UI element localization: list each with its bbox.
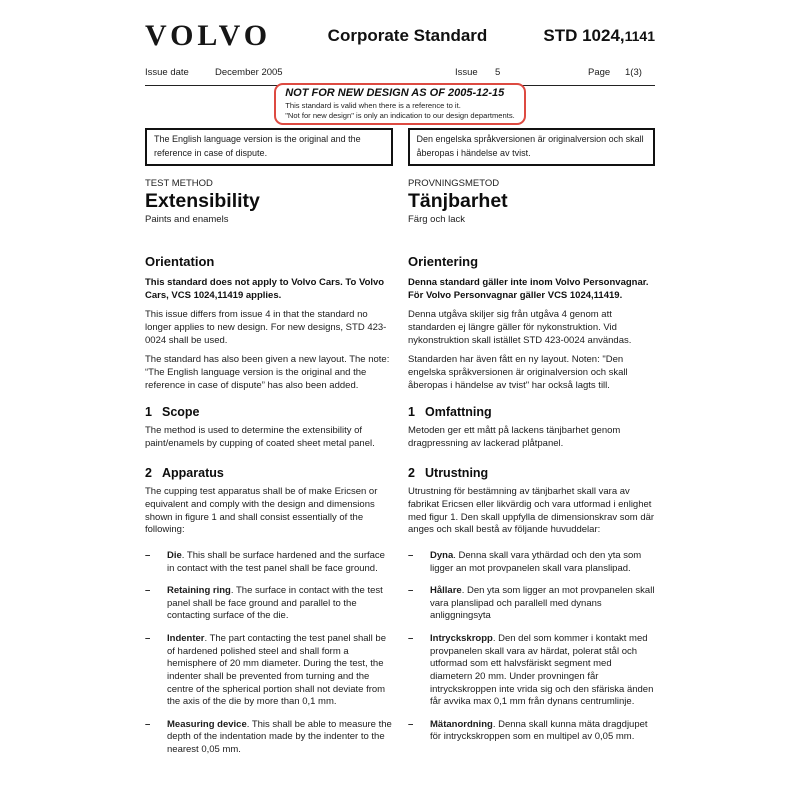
- apparatus-intro-row: [145, 486, 655, 537]
- apparatus-item-text: Retaining ring. The surface in contact with the test panel shall be face ground and parallel to the contacting surface of the die.: [167, 585, 383, 622]
- apparatus-item-text: Intryckskropp. Den del som kommer i kontakt med provpanelen skall vara av härdat, polerat stål och utformad som ett halvsfäriskt segment med diametern 20 mm. Under provningen får intryckskroppen inte vrida sig och den sfäriska änden får avvika max 0,1 mm från dynans centrumlinje.: [430, 633, 654, 708]
- kicker-en: TEST METHOD: [145, 177, 213, 189]
- orientation-para1-sv: Denna utgåva skiljer sig från utgåva 4 genom att standarden ej längre gäller för nykonstruktion. Vid nykonstruktion skall istället STD 423-0024 användas.: [408, 309, 632, 346]
- apparatus-item-matanordning: [408, 719, 655, 757]
- apparatus-heading-row: [145, 466, 655, 480]
- orientation-para2-en: The standard has also been given a new layout. The note: “The English language version is the original and the reference in case of dispute” has also been added.: [145, 354, 390, 391]
- document-page: [145, 0, 655, 757]
- apparatus-item-dyna: [408, 550, 655, 575]
- notice-title: NOT FOR NEW DESIGN AS OF 2005-12-15: [285, 87, 505, 99]
- apparatus-item-die: [145, 550, 392, 575]
- method-title-en: Extensibility: [145, 189, 260, 212]
- issue-number: 5: [495, 67, 501, 78]
- orientation-heading-en: Orientation: [145, 254, 215, 270]
- scope-number-en: 1: [145, 405, 152, 420]
- apparatus-heading-sv: [408, 466, 655, 480]
- apparatus-item-row-3: [145, 633, 655, 709]
- scope-body-row: [145, 425, 655, 450]
- method-subtitle-en: Paints and enamels: [145, 213, 229, 225]
- apparatus-item-row-1: [145, 550, 655, 575]
- apparatus-item-row-2: [145, 585, 655, 623]
- issue-date-label: Issue date: [145, 67, 189, 78]
- orientation-bold-sv: Denna standard gäller inte inom Volvo Personvagnar. För Volvo Personvagnar gäller VCS 1024,11419.: [408, 277, 649, 301]
- apparatus-number-en: 2: [145, 466, 152, 481]
- scope-heading-sv: [408, 405, 655, 419]
- dash-bullet-icon: –: [145, 633, 151, 645]
- orientation-heading-row: [145, 254, 655, 269]
- apparatus-label-sv: Utrustning: [425, 466, 489, 481]
- swedish-language-note: Den engelska språkversionen är originalversion och skall åberopas i händelse av tvist.: [408, 128, 656, 165]
- apparatus-item-intryckskropp: [408, 633, 655, 709]
- apparatus-item-text: Mätanordning. Denna skall kunna mäta dragdjupet för intryckskroppen som en multipel av 0,05 mm.: [430, 718, 648, 743]
- notice-container: [145, 83, 655, 125]
- scope-heading-en: [145, 405, 392, 419]
- issue-label: Issue: [455, 67, 478, 78]
- english-language-note: The English language version is the original and the reference in case of dispute.: [145, 128, 393, 165]
- apparatus-item-text: Indenter. The part contacting the test panel shall be of hardened polished steel and shall form a hemisphere of 20 mm diameter. During the test, the indenter shall be prevented from turning and the centre of the spherical portion shall not deviate from the axis of the die by more than 0,1 mm.: [167, 633, 386, 708]
- apparatus-item-text: Hållare. Den yta som ligger an mot provpanelen skall vara planslipad och parallell med dynans anliggningsyta: [430, 585, 655, 622]
- orientation-para1-row: [145, 309, 655, 347]
- title-block-row: [145, 178, 655, 227]
- standard-number-main: STD 1024,: [543, 26, 625, 45]
- scope-heading-row: [145, 405, 655, 419]
- issue-date-value: December 2005: [215, 67, 283, 78]
- document-header: [145, 19, 655, 53]
- method-subtitle-sv: Färg och lack: [408, 213, 466, 225]
- title-block-sv: [408, 178, 655, 227]
- scope-label-sv: Omfattning: [425, 405, 492, 420]
- dash-bullet-icon: –: [408, 718, 414, 730]
- orientation-para2-row: [145, 354, 655, 392]
- dash-bullet-icon: –: [145, 549, 151, 561]
- notice-line-1: This standard is valid when there is a reference to it.: [285, 100, 461, 110]
- dash-bullet-icon: –: [408, 549, 414, 561]
- scope-body-sv: Metoden ger ett mått på lackens tänjbarhet genom dragpressning av lackerad plåtpanel.: [408, 425, 621, 449]
- dash-bullet-icon: –: [145, 718, 151, 730]
- standard-number: [505, 26, 655, 46]
- apparatus-item-retaining-ring: [145, 585, 392, 623]
- apparatus-item-hallare: [408, 585, 655, 623]
- document-type-title: Corporate Standard: [327, 26, 488, 45]
- apparatus-item-text: Dyna. Denna skall vara ythärdad och den yta som ligger an mot provpanelen skall vara planslipad.: [430, 549, 642, 574]
- apparatus-label-en: Apparatus: [162, 466, 224, 481]
- dash-bullet-icon: –: [408, 633, 414, 645]
- standard-number-suffix: 1141: [624, 28, 655, 44]
- kicker-sv: PROVNINGSMETOD: [408, 177, 500, 189]
- orientation-bold-row: [145, 277, 655, 302]
- apparatus-intro-sv: Utrustning för bestämning av tänjbarhet skall vara av fabrikat Ericsen eller likvärdig och vara utformad i enlighet med figur 1. Den skall uppfylla de dimensionskrav som där anges och skall bestå av följande huvuddelar:: [408, 486, 655, 536]
- apparatus-number-sv: 2: [408, 466, 415, 481]
- title-block-en: [145, 178, 392, 227]
- language-note-boxes: [145, 128, 655, 165]
- apparatus-item-measuring-device: [145, 719, 392, 757]
- not-for-new-design-notice: [274, 83, 526, 125]
- apparatus-intro-en: The cupping test apparatus shall be of make Ericsen or equivalent and comply with the design and dimensions shown in figure 1 and shall consist essentially of the following:: [145, 486, 378, 536]
- method-title-sv: Tänjbarhet: [408, 189, 508, 212]
- scope-body-en: The method is used to determine the extensibility of paint/enamels by cupping of coated sheet metal panel.: [145, 425, 375, 449]
- apparatus-item-row-4: [145, 719, 655, 757]
- orientation-bold-en: This standard does not apply to Volvo Cars. To Volvo Cars, VCS 1024,11419 applies.: [145, 277, 385, 301]
- orientation-para1-en: This issue differs from issue 4 in that the standard no longer applies to new design. For new designs, STD 423-0024 shall be used.: [145, 309, 387, 346]
- apparatus-item-text: Die. This shall be surface hardened and the surface in contact with the test panel shall be face ground.: [167, 549, 385, 574]
- apparatus-item-text: Measuring device. This shall be able to measure the depth of the indentation made by the indenter to the nearest 0,05 mm.: [167, 718, 392, 756]
- dash-bullet-icon: –: [145, 585, 151, 597]
- orientation-heading-sv: Orientering: [408, 254, 479, 270]
- scope-number-sv: 1: [408, 405, 415, 420]
- notice-line-2: "Not for new design" is only an indication to our design departments.: [285, 110, 515, 120]
- page-number: 1(3): [625, 67, 642, 78]
- apparatus-heading-en: [145, 466, 392, 480]
- orientation-para2-sv: Standarden har även fått en ny layout. Noten: "Den engelska språkversionen är originalversion och skall åberopas i händelse av tvist" har också lagts till.: [408, 354, 628, 391]
- volvo-logo: VOLVO: [145, 19, 272, 52]
- scope-label-en: Scope: [162, 405, 200, 420]
- dash-bullet-icon: –: [408, 585, 414, 597]
- page-label: Page: [588, 67, 611, 78]
- apparatus-item-indenter: [145, 633, 392, 709]
